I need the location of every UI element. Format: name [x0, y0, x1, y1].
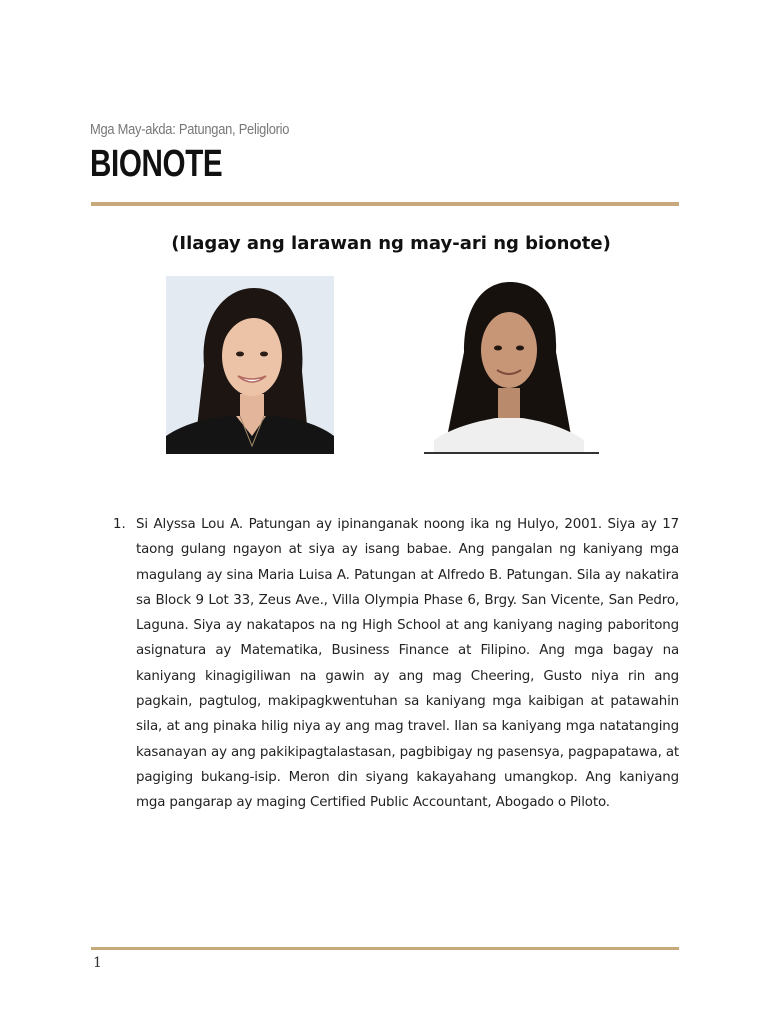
author-photo-2	[424, 272, 599, 454]
photo-caption: (Ilagay ang larawan ng may-ari ng bionote)	[171, 233, 611, 254]
list-number: 1.	[113, 517, 126, 532]
author-photo-1	[166, 276, 334, 454]
bio-list-item	[113, 512, 679, 816]
authors-line: Mga May-akda: Patungan, Peliglorio	[90, 121, 290, 138]
bio-paragraph: Si Alyssa Lou A. Patungan ay ipinanganak noong ika ng Hulyo, 2001. Siya ay 17 taong gulang ngayon at siya ay isang babae. Ang pangalan ng kaniyang mga magulang ay sina Maria Luisa A. Patungan at Alfredo B. Patungan. Sila ay nakatira sa Block 9 Lot 33, Zeus Ave., Villa Olympia Phase 6, Brgy. San Vicente, San Pedro, Laguna. Siya ay nakatapos na ng High School at ang kaniyang naging paboritong asignatura ay Matematika, Business Finance at Filipino. Ang mga bagay na kaniyang kinagigiliwan na gawin ay ang mag Cheering, Gusto niya rin ang pagkain, pagtulog, makipagkwentuhan sa kaniyang mga kaibigan at patawahin sila, at ang pinaka hilig niya ay ang mag travel. Ilan sa kaniyang mga natatanging kasanayan ay ang pakikipagtalastasan, pagbibigay ng pasensya, pagpapatawa, at pagiging bukang-isip. Meron din siyang kakayahang umangkop. Ang kaniyang mga pangarap ay maging Certified Public Accountant, Abogado o Piloto.	[136, 517, 679, 811]
page-title: BIONOTE	[90, 143, 223, 185]
page-number: 1	[93, 955, 102, 971]
top-divider	[91, 202, 679, 206]
bottom-divider	[91, 947, 679, 950]
